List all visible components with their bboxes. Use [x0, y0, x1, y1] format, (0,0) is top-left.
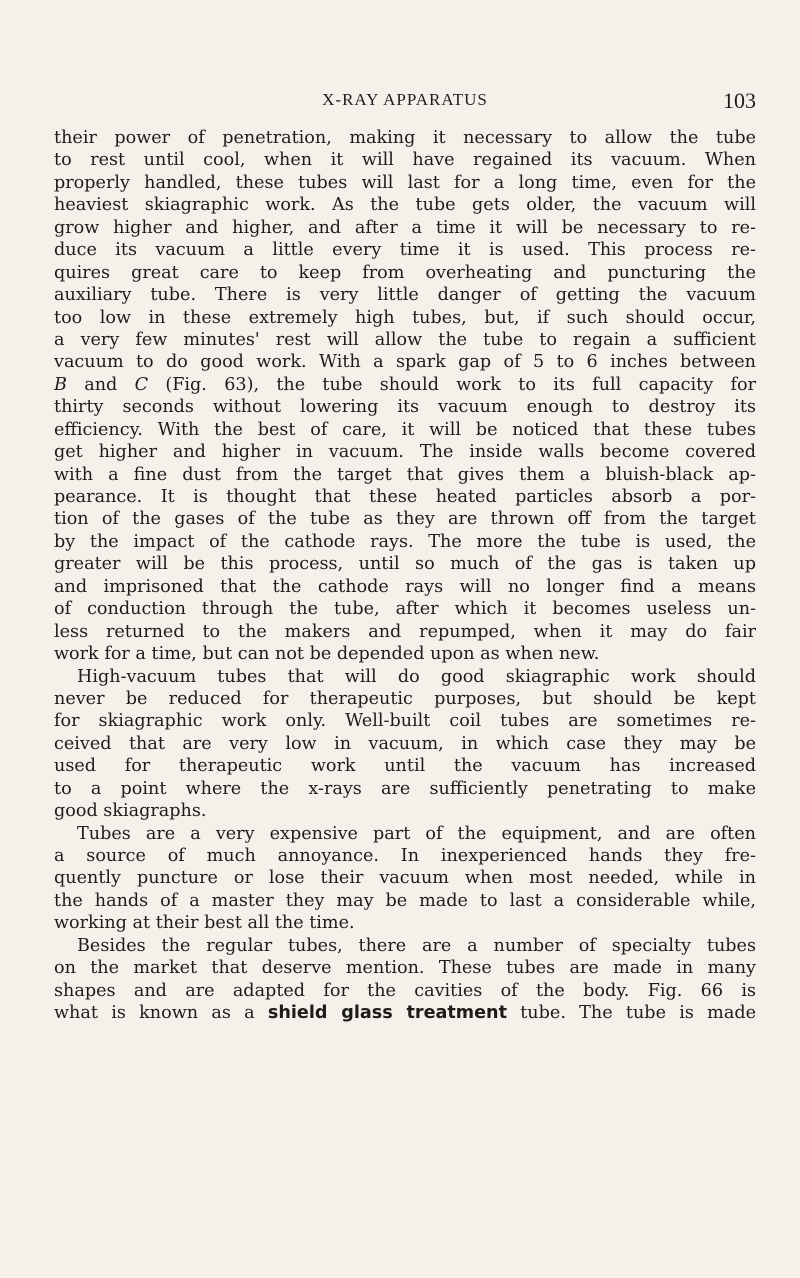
text-line: B and C (Fig. 63), the tube should work to its full capacity for [54, 374, 756, 395]
bold-phrase: shield glass treatment [267, 1003, 507, 1024]
text-line: properly handled, these tubes will last for a long time, even for the [54, 172, 756, 193]
text-line: a very few minutes' rest will allow the tube to regain a sufficient [54, 329, 756, 350]
text-line: thirty seconds without lowering its vacuum enough to destroy its [54, 397, 756, 418]
text-line: vacuum to do good work. With a spark gap of 5 to 6 inches between [54, 352, 756, 373]
text-line: quires great care to keep from overheating and puncturing the [54, 262, 756, 283]
text-line: their power of penetration, making it necessary to allow the tube [54, 128, 756, 148]
italic-letter: B [54, 374, 67, 395]
text-line: less returned to the makers and repumped, when it may do fair [54, 621, 756, 642]
text-line: with a fine dust from the target that gives them a bluish-black ap- [54, 464, 756, 485]
text-line: auxiliary tube. There is very little danger of getting the vacuum [54, 285, 756, 306]
text-line: too low in these extremely high tubes, but, if such should occur, [54, 307, 756, 328]
text-line: a source of much annoyance. In inexperienced hands they fre- [54, 846, 756, 866]
text-line: on the market that deserve mention. These tubes are made in many [54, 958, 756, 979]
text-line: quently puncture or lose their vacuum when most needed, while in [54, 868, 756, 889]
text-line: heaviest skiagraphic work. As the tube gets older, the vacuum will [54, 195, 756, 216]
text-line: for skiagraphic work only. Well-built coil tubes are sometimes re- [54, 711, 756, 732]
text-line: by the impact of the cathode rays. The more the tube is used, the [54, 531, 756, 552]
text-line: Besides the regular tubes, there are a number of specialty tubes [77, 935, 756, 956]
text-line: tion of the gases of the tube as they are thrown off from the target [54, 509, 756, 530]
italic-letter: C [134, 374, 149, 395]
text-line: grow higher and higher, and after a time it will be necessary to re- [54, 217, 756, 238]
body-text [54, 127, 756, 1025]
text-line: High-vacuum tubes that will do good skiagraphic work should [77, 666, 756, 687]
text-line: shapes and are adapted for the cavities of the body. Fig. 66 is [54, 980, 756, 1001]
text-line: what is known as a shield glass treatment tube. The tube is made [54, 1003, 756, 1024]
running-title: X-RAY APPARATUS [322, 90, 488, 109]
running-head [54, 88, 756, 118]
text-line: work for a time, but can not be depended upon as when new. [54, 644, 600, 665]
text-line: ceived that are very low in vacuum, in which case they may be [54, 733, 756, 754]
text-line: greater will be this process, until so much of the gas is taken up [54, 554, 756, 575]
text-line: to a point where the x-rays are sufficiently penetrating to make [54, 778, 756, 799]
text-line: good skiagraphs. [54, 801, 207, 822]
text-line: duce its vacuum a little every time it is used. This process re- [54, 240, 756, 261]
text-line: get higher and higher in vacuum. The inside walls become covered [54, 442, 756, 463]
text-line: the hands of a master they may be made to last a considerable while, [54, 890, 756, 911]
text-line: working at their best all the time. [54, 913, 355, 934]
text-line: never be reduced for therapeutic purposes, but should be kept [54, 688, 756, 709]
text-line: efficiency. With the best of care, it will be noticed that these tubes [54, 419, 756, 440]
text-line: and imprisoned that the cathode rays will no longer find a means [54, 576, 756, 597]
text-line: used for therapeutic work until the vacuum has increased [54, 756, 756, 777]
text-line: Tubes are a very expensive part of the equipment, and are often [77, 823, 756, 844]
text-line: of conduction through the tube, after which it becomes useless un- [54, 599, 756, 620]
page-number: 103 [723, 88, 756, 113]
text-line: to rest until cool, when it will have regained its vacuum. When [54, 150, 756, 171]
text-line: pearance. It is thought that these heated particles absorb a por- [54, 487, 756, 507]
